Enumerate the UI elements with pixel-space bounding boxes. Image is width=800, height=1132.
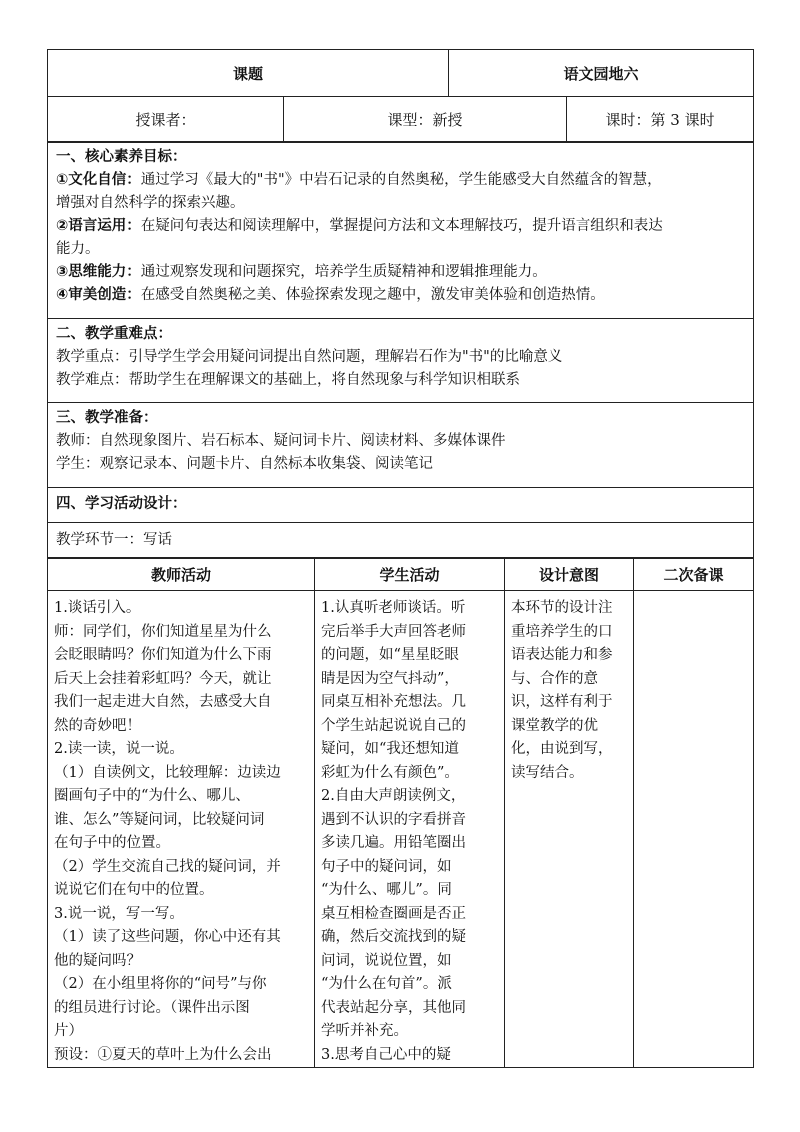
- section-title: 四、学习活动设计：: [56, 496, 187, 512]
- student-activity-line: 桌互相检查圈画是否正: [321, 905, 466, 922]
- col-header-revision: 二次备课: [634, 558, 754, 591]
- student-activity-line: 睛是因为空气抖动”，: [321, 670, 459, 687]
- section-core-goals: [48, 142, 754, 319]
- period-field: 课时：第 3 课时: [567, 97, 754, 143]
- student-activity-line: 学听并补充。: [321, 1023, 408, 1039]
- teacher-activity-line: 1.谈话引入。: [54, 600, 141, 616]
- student-activity-line: 确，然后交流找到的疑: [321, 929, 466, 945]
- student-activity-line: 个学生站起说说自己的: [321, 717, 466, 734]
- design-intent-line: 与、合作的意: [511, 670, 598, 687]
- col-header-teacher: 教师活动: [48, 558, 315, 591]
- teacher-activity-line: 后天上会挂着彩虹吗？今天，就让: [54, 670, 272, 687]
- teacher-activity-line: 3.说一说，写一写。: [54, 905, 184, 922]
- design-intent-line: 读写结合。: [511, 764, 584, 781]
- teacher-activity-line: 预设：①夏天的草叶上为什么会出: [54, 1046, 272, 1063]
- design-intent-line: 本环节的设计注: [511, 600, 613, 616]
- col-header-design: 设计意图: [505, 558, 634, 591]
- teacher-activity-line: 圈画句子中的“为什么、哪儿、: [54, 788, 250, 804]
- goal-label: ④审美创造：: [56, 287, 141, 303]
- sections-table: [47, 141, 754, 559]
- teacher-activity-line: 谁、怎么”等疑问词，比较疑问词: [54, 811, 265, 828]
- student-activity-line: 彩虹为什么有颜色”。: [321, 764, 459, 781]
- lesson-plan-table: [47, 49, 754, 143]
- revision-cell: [634, 591, 754, 1068]
- design-intent-line: 重培养学生的口: [511, 623, 613, 640]
- student-activity-line: 疑问，如“我还想知道: [321, 741, 459, 757]
- teacher-activity-line: 在句子中的位置。: [54, 835, 170, 851]
- student-activity-line: “为什么、哪儿”。同: [321, 882, 452, 898]
- goal-text: 在感受自然奥秘之美、体验探索发现之趣中，激发审美体验和创造热情。: [140, 287, 605, 303]
- goal-text: 在疑问句表达和阅读理解中，掌握提问方法和文本理解技巧，提升语言组织和表达: [140, 218, 663, 234]
- goal-text-cont: 增强对自然科学的探索兴趣。: [56, 195, 245, 211]
- design-intent-line: 课堂教学的优: [511, 717, 598, 734]
- lesson-type-field: 课型：新授: [284, 97, 567, 143]
- student-activity-line: 3.思考自己心中的疑: [321, 1046, 451, 1063]
- design-intent-cell: [505, 591, 634, 1068]
- goal-label: ①文化自信：: [56, 172, 141, 188]
- teacher-activity-cell: [48, 591, 315, 1068]
- goal-label: ②语言运用：: [56, 218, 141, 234]
- topic-label: 课题: [48, 50, 449, 97]
- teacher-activity-line: 然的奇妙吧！: [54, 717, 141, 734]
- teacher-activity-line: 2.读一读，说一说。: [54, 741, 184, 757]
- topic-value: 语文园地六: [449, 50, 754, 97]
- student-activity-cell: [315, 591, 505, 1068]
- design-intent-line: 识，这样有利于: [511, 694, 613, 710]
- teacher-activity-line: （1）读了这些问题，你心中还有其: [54, 929, 281, 945]
- student-activity-line: 的问题，如“星星眨眼: [321, 647, 459, 663]
- design-intent-line: 化，由说到写，: [511, 741, 613, 757]
- student-activity-line: 完后举手大声回答老师: [321, 623, 466, 640]
- key-point: 教学重点：引导学生学会用疑问词提出自然问题，理解岩石作为"书"的比喻意义: [56, 349, 563, 365]
- teacher-activity-line: 说说它们在句中的位置。: [54, 882, 214, 898]
- teacher-activity-line: （1）自读例文，比较理解：边读边: [54, 764, 281, 781]
- student-prep: 学生：观察记录本、问题卡片、自然标本收集袋、阅读笔记: [56, 456, 433, 472]
- section-preparation: [48, 403, 754, 488]
- section-key-points: [48, 319, 754, 403]
- student-activity-line: 2.自由大声朗读例文，: [321, 788, 466, 804]
- teacher-activity-line: （2）在小组里将你的“问号”与你: [54, 976, 267, 992]
- student-activity-line: “为什么在句首”。派: [321, 976, 452, 992]
- segment-label: 教学环节一：写话: [48, 523, 754, 559]
- teacher-activity-line: 会眨眼睛吗？你们知道为什么下雨: [54, 647, 272, 663]
- teacher-activity-line: 他的疑问吗？: [54, 952, 141, 969]
- student-activity-line: 1.认真听老师谈话。听: [321, 600, 466, 616]
- student-activity-line: 代表站起分享，其他同: [321, 999, 466, 1016]
- teacher-field: 授课者：: [48, 97, 284, 143]
- difficult-point: 教学难点：帮助学生在理解课文的基础上，将自然现象与科学知识相联系: [56, 372, 520, 388]
- student-activity-line: 多读几遍。用铅笔圈出: [321, 835, 466, 851]
- teacher-activity-line: 片）: [54, 1023, 83, 1039]
- section-title: 一、核心素养目标：: [56, 149, 187, 165]
- student-activity-line: 遇到不认识的字看拼音: [321, 811, 466, 828]
- teacher-activity-line: 师：同学们，你们知道星星为什么: [54, 623, 272, 640]
- goal-text: 通过观察发现和问题探究，培养学生质疑精神和逻辑推理能力。: [140, 264, 547, 280]
- design-intent-line: 语表达能力和参: [511, 647, 613, 663]
- goal-text: 通过学习《最大的"书"》中岩石记录的自然奥秘，学生能感受大自然蕴含的智慧，: [140, 172, 662, 188]
- section-title: 二、教学重难点：: [56, 326, 172, 342]
- activity-table: [47, 557, 754, 1068]
- section-title: 三、教学准备：: [56, 410, 158, 426]
- teacher-prep: 教师：自然现象图片、岩石标本、疑问词卡片、阅读材料、多媒体课件: [56, 433, 506, 449]
- student-activity-line: 问词，说说位置，如: [321, 952, 452, 969]
- goal-label: ③思维能力：: [56, 264, 141, 280]
- col-header-student: 学生活动: [315, 558, 505, 591]
- goal-text-cont: 能力。: [56, 241, 100, 257]
- teacher-activity-line: （2）学生交流自己找的疑问词，并: [54, 858, 281, 875]
- section-activity-design: [48, 488, 754, 523]
- teacher-activity-line: 的组员进行讨论。（课件出示图: [54, 999, 250, 1016]
- student-activity-line: 同桌互相补充想法。几: [321, 694, 466, 710]
- teacher-activity-line: 我们一起走进大自然，去感受大自: [54, 694, 272, 710]
- student-activity-line: 句子中的疑问词，如: [321, 858, 452, 875]
